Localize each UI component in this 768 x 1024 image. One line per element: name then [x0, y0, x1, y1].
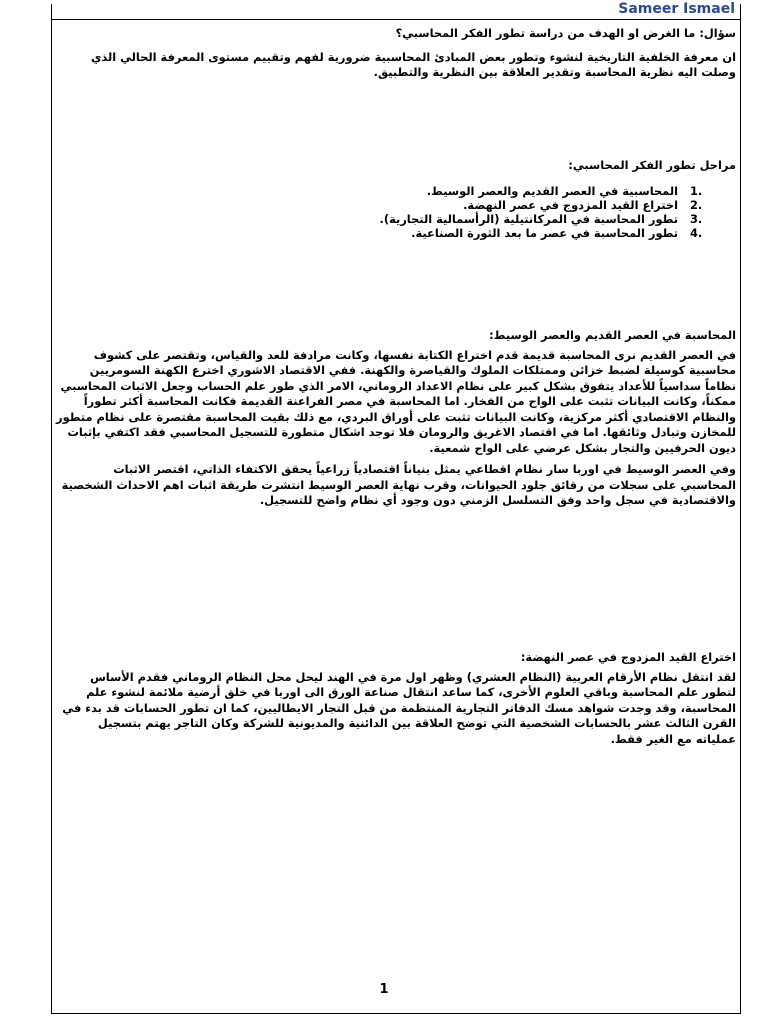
- list-item: [56, 226, 736, 240]
- list-item: [56, 184, 736, 198]
- list-item-number: 2.: [690, 197, 703, 212]
- list-item: [56, 212, 736, 226]
- page-frame: [51, 4, 741, 1014]
- list-item-text: تطور المحاسبة في عصر ما بعد الثورة الصناعية.: [411, 225, 678, 240]
- ancient-paragraph-1: في العصر القديم نرى المحاسبة قديمة قدم اختراع الكتابة نفسها، وكانت مرادفة للعد والقياس، وتقتصر على كشوف محاسبية كوسيلة لضبط خزائن وممتلكات الملوك والقياصرة والكهنة. ففي الاقتصاد الاشوري اخترع الكهنة السومريين نظاماً سداسياً للأعداد يتفوق بشكل كبير على نظام الاعداد الروماني، الامر الذي طور علم الحساب وجعل الاثبات المحاسبي ممكناً، وكانت البيانات تثبت على الواح من الفخار. اما المحاسبة في مصر الفراعنة القديمة فكانت المحاسبة أكثر تطوراً والنظام الاقتصادي أكثر مركزية، وكانت البيانات تثبت على أوراق البردي، مع ذلك بقيت المحاسبة مقتصرة على نظام متطور للمخازن وتبادل وثائقها. اما في اقتصاد الاغريق والرومان فلا توجد اشكال متطورة للتسجيل المحاسبي فقد اكتفي بإثبات ديون الحرفيين والتجار بشكل عرضي على الواح شمعية.: [56, 347, 736, 455]
- list-item-text: المحاسبية في العصر القديم والعصر الوسيط.: [426, 183, 678, 198]
- question-section: [56, 26, 736, 81]
- list-item-number: 3.: [690, 211, 703, 226]
- list-item: [56, 198, 736, 212]
- question-answer: ان معرفة الخلفية التاريخية لنشوء وتطور بعض المبادئ المحاسبية ضرورية لفهم وتقييم مستوى المعرفة الحالي الذي وصلت اليه نظرية المحاسبة وتقدير العلاقة بين النظرية والتطبيق.: [90, 49, 736, 79]
- question-title: سؤال: ما الغرض او الهدف من دراسة تطور الفكر المحاسبي؟: [395, 26, 736, 40]
- ancient-title: المحاسبة في العصر القديم والعصر الوسيط:: [489, 328, 736, 342]
- author-name: Sameer Ismael: [618, 1, 735, 17]
- list-item-text: اختراع القيد المزدوج في عصر النهضة.: [463, 197, 678, 212]
- stages-list: [56, 184, 736, 240]
- renaissance-paragraph: لقد انتقل نظام الأرقام العربية (النظام العشري) وظهر اول مرة في الهند ليحل محل النظام الروماني فقدم الأساس لتطور علم المحاسبة وباقي العلوم الأخرى، كما ساعد انتقال صناعة الورق الى اوربا في خلق أرضية ملائمة لنشوء علم المحاسبة، وقد وجدت شواهد مسك الدفاتر التجارية المنتظمة من قبل التجار الايطاليين، كما ان تطور الحسابات قد بدء في القرن الثالث عشر بالحسابات الشخصية التي توضح العلاقة بين الدائنية والمديونية للشركة وكان التاجر يهتم بتسجيل عملياته مع الغير فقط.: [62, 669, 736, 746]
- list-item-number: 4.: [690, 225, 703, 240]
- ancient-section: [56, 328, 736, 509]
- renaissance-title: اختراع القيد المزدوج في عصر النهضة:: [520, 650, 736, 664]
- stages-title: مراحل تطور الفكر المحاسبي:: [568, 158, 736, 172]
- list-item-text: تطور المحاسبة في المركانتيلية (الرأسمالية التجارية).: [379, 211, 678, 226]
- list-item-number: 1.: [690, 183, 703, 198]
- stages-section: [56, 158, 736, 240]
- page-number: 1: [379, 982, 389, 997]
- renaissance-section: [56, 650, 736, 747]
- ancient-paragraph-2: وفي العصر الوسيط في اوربا سار نظام اقطاعي يمثل بنياناً اقتصادياً زراعياً يحقق الاكتفاء الذاتي، اقتصر الاثبات المحاسبي على سجلات من رقائق جلود الحيوانات، وقرب نهاية العصر الوسيط انتشرت طريقة اثبات اهم الاحداث الشخصية والاقتصادية في سجل واحد وفق التسلسل الزمني دون وجود أي نظام واضح للتسجيل.: [61, 462, 736, 507]
